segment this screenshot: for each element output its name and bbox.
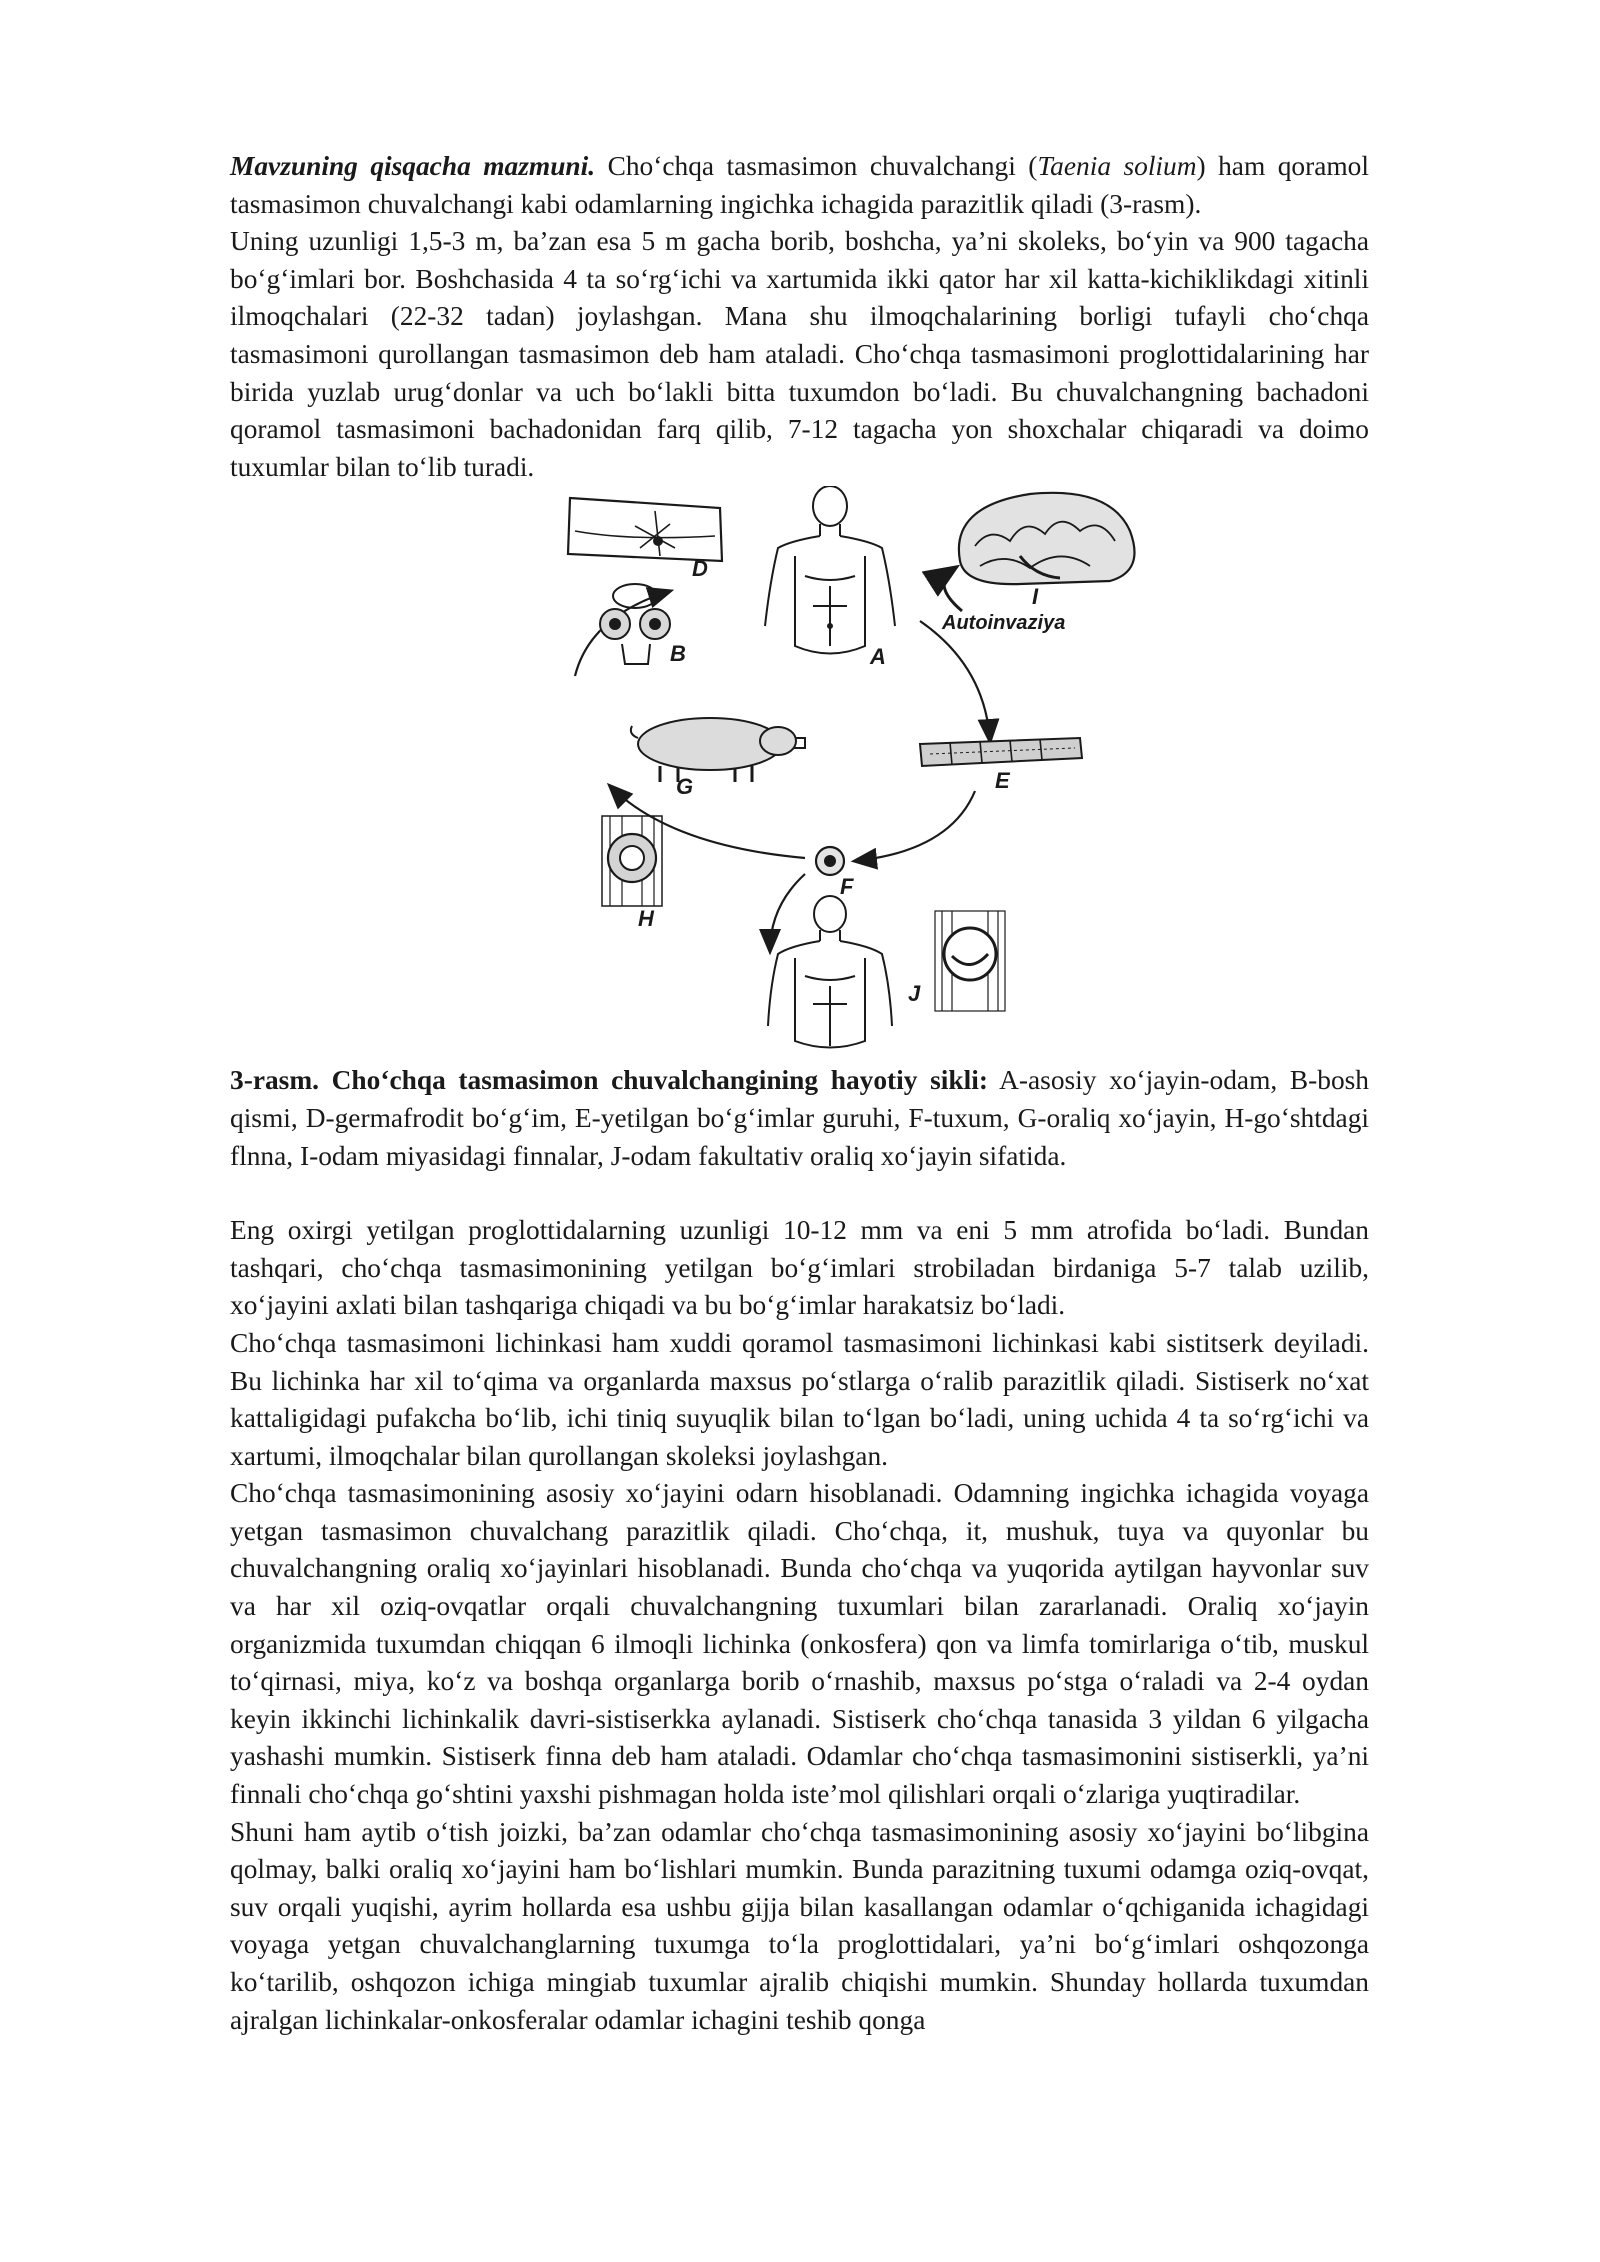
arrow-segments-to-egg bbox=[855, 791, 975, 861]
hermaphrodite-segment-drawing bbox=[568, 498, 722, 561]
brain-drawing bbox=[959, 493, 1135, 584]
label-f: F bbox=[840, 874, 854, 900]
label-e: E bbox=[995, 768, 1010, 794]
life-cycle-diagram bbox=[230, 486, 1369, 1056]
label-g: G bbox=[676, 774, 694, 800]
pig-drawing bbox=[631, 718, 805, 782]
document-page bbox=[230, 148, 1369, 2039]
arrow-autoinvasion bbox=[944, 568, 962, 611]
mature-segments-drawing bbox=[920, 738, 1082, 766]
body-paragraph: Eng oxirgi yetilgan proglottidalarning uzunligi 10-12 mm va eni 5 mm atrofida bo‘ladi. Bundan tashqari, cho‘chqa tasmasimonining yetilgan bo‘g‘imlari strobiladan birdaniga 5-7 talab uzilib, xo‘jayini axlati bilan tashqariga chiqadi va bu bo‘g‘imlar harakatsiz bo‘ladi. bbox=[230, 1215, 1369, 1321]
species-name: Taenia solium bbox=[1037, 151, 1197, 181]
label-d: D bbox=[692, 556, 708, 582]
body-paragraph: Shuni ham aytib o‘tish joizki, ba’zan odamlar cho‘chqa tasmasimonining asosiy xo‘jayini bo‘libgina qolmay, balki oraliq xo‘jayini ham bo‘lishlari mumkin. Bunda parazitning tuxumi odamga oziq-ovqat, suv orqali yuqishi, ayrim hollarda esa ushbu gijja bilan kasallangan odamlar o‘qchiganida ichagidagi voyaga yetgan chuvalchanglarning tuxumga to‘la proglottidalari, ya’ni bo‘g‘imlari oshqozonga ko‘tarilib, oshqozon ichiga mingiab tuxumlar ajralib chiqishi mumkin. Shunday hollarda tuxumdan ajralgan lichinkalar-onkosferalar odamlar ichagini teshib qonga bbox=[230, 1816, 1369, 2035]
intro-text-a: Cho‘chqa tasmasimon chuvalchangi ( bbox=[595, 151, 1038, 181]
human-cyst-drawing bbox=[935, 911, 1005, 1011]
cyst-in-meat-drawing bbox=[602, 816, 662, 906]
egg-drawing bbox=[816, 847, 844, 875]
human-host-drawing bbox=[765, 486, 895, 654]
figure-caption bbox=[230, 1062, 1369, 1175]
intro-text-b: ) ham qoramol tasmasimon chuvalchangi kabi odamlarning ingichka ichagida parazitlik qiladi (3-rasm). bbox=[230, 151, 1369, 219]
label-i: I bbox=[1032, 584, 1039, 610]
label-b: B bbox=[670, 641, 686, 667]
arrow-egg-to-human bbox=[770, 874, 805, 951]
section-lead-title: Mavzuning qisqacha mazmuni. bbox=[230, 151, 596, 181]
arrow-human-to-segments bbox=[920, 621, 990, 741]
scolex-drawing bbox=[600, 584, 670, 664]
body-paragraph: Cho‘chqa tasmasimonining asosiy xo‘jayini odarn hisoblanadi. Odamning ingichka ichagida voyaga yetgan tasmasimon chuvalchang parazitlik qiladi. Cho‘chqa, it, mushuk, tuya va quyonlar bu chuvalchangning oraliq xo‘jayinlari hisoblanadi. Bunda cho‘chqa va yuqorida aytilgan hayvonlar suv va har xil oziq-ovqatlar orqali chuvalchangning tuxumlari bilan zararlanadi. Oraliq xo‘jayin organizmida tuxumdan chiqqan 6 ilmoqli lichinka (onkosfera) qon va limfa tomirlariga o‘tib, muskul to‘qirnasi, miya, ko‘z va boshqa organlarga borib o‘rnashib, maxsus po‘stga o‘raladi va 2-4 oydan keyin ikkinchi lichinkalik davri-sistiserkka aylanadi. Sistiserk cho‘chqa tanasida 3 yildan 6 yilgacha yashashi mumkin. Sistiserk finna deb ham ataladi. Odamlar cho‘chqa tasmasimonini sistiserkli, ya’ni finnali cho‘chqa go‘shtini yaxshi pishmagan holda iste’mol qilishlari orqali o‘zlariga yuqtiradilar. bbox=[230, 1478, 1369, 1810]
caption-text: A-asosiy xo‘jayin-odam, B-bosh qismi, D-germafrodit bo‘g‘im, E-yetilgan bo‘g‘imlar guruhi, F-tuxum, G-oraliq xo‘jayin, H-go‘shtdagi flnna, I-odam miyasidagi finnalar, J-odam fakultativ oraliq xo‘jayin sifatida. bbox=[230, 1065, 1369, 1171]
label-j: J bbox=[908, 981, 921, 1007]
human-intermediate-host-drawing bbox=[768, 896, 892, 1048]
body-paragraph: Uning uzunligi 1,5-3 m, ba’zan esa 5 m gacha borib, boshcha, ya’ni skoleks, bo‘yin va 900 tagacha bo‘g‘imlari bor. Boshchasida 4 ta so‘rg‘ichi va xartumida ikki qator har xil katta-kichiklikdagi xitinli ilmoqchalari (22-32 tadan) joylashgan. Mana shu ilmoqchalarining borligi tufayli cho‘chqa tasmasimoni qurollangan tasmasimon deb ham ataladi. Cho‘chqa tasmasimoni proglottidalarining har birida yuzlab urug‘donlar va uch bo‘lakli bitta tuxumdon bo‘ladi. Bu chuvalchangning bachadoni qoramol tasmasimoni bachadonidan farq qilib, 7-12 tagacha yon shoxchalar chiqaradi va doimo tuxumlar bilan to‘lib turadi. bbox=[230, 226, 1369, 482]
label-autoinvasion: Autoinvaziya bbox=[942, 612, 1066, 635]
body-paragraph: Cho‘chqa tasmasimoni lichinkasi ham xuddi qoramol tasmasimoni lichinkasi kabi sistitserk deyiladi. Bu lichinka har xil to‘qima va organlarda maxsus po‘stlarga o‘ralib parazitlik qiladi. Sistiserk no‘xat kattaligidagi pufakcha bo‘lib, ichi tiniq suyuqlik bilan to‘lgan bo‘ladi, uning uchida 4 ta so‘rg‘ichi va xartumi, ilmoqchalar bilan qurollangan skoleksi joylashgan. bbox=[230, 1327, 1369, 1471]
caption-title: 3-rasm. Cho‘chqa tasmasimon chuvalchangining hayotiy sikli: bbox=[230, 1065, 988, 1096]
life-cycle-figure bbox=[230, 486, 1369, 1056]
intro-paragraph bbox=[230, 148, 1369, 223]
label-a: A bbox=[870, 644, 886, 670]
label-h: H bbox=[638, 906, 654, 932]
paragraph-spacer bbox=[230, 1175, 1369, 1212]
